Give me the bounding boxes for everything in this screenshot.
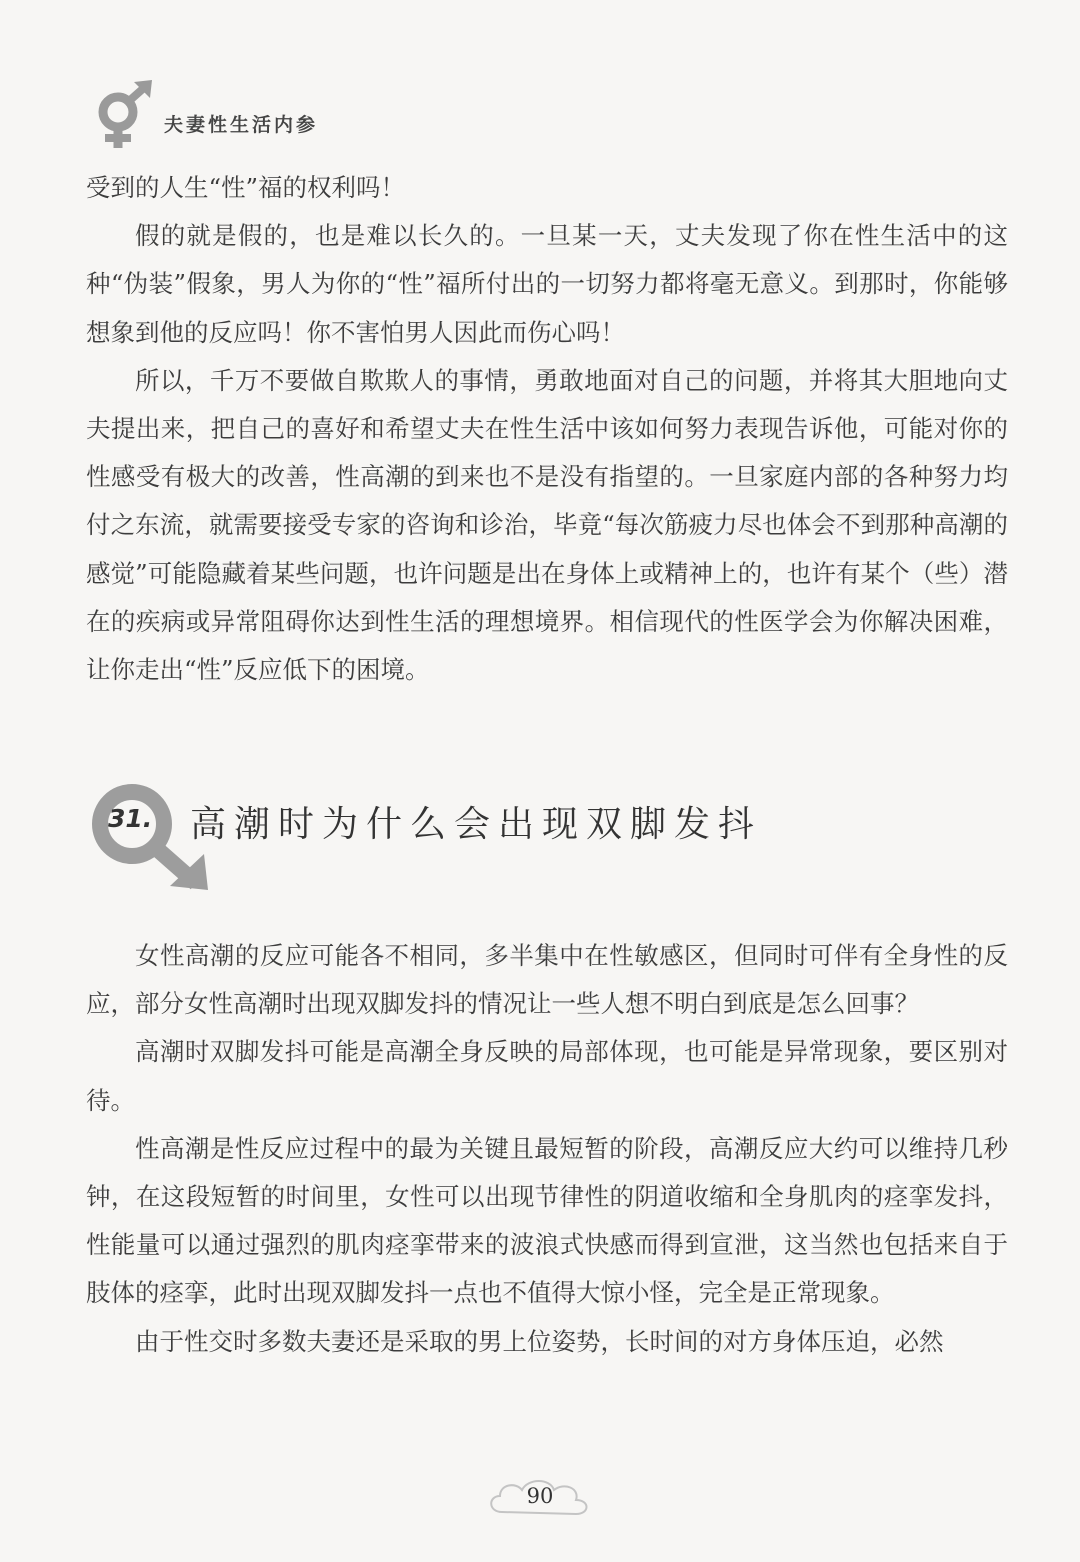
- page-footer: [480, 1474, 600, 1524]
- paragraph: 所以，千万不要做自欺欺人的事情，勇敢地面对自己的问题，并将其大胆地向丈夫提出来，把自己的喜好和希望丈夫在性生活中该如何努力表现告诉他，可能对你的性感受有极大的改善，性高潮的到来也不是没有指望的。一旦家庭内部的各种努力均付之东流，就需要接受专家的咨询和诊治，毕竟“每次筋疲力尽也体会不到那种高潮的感觉”可能隐藏着某些问题，也许问题是出在身体上或精神上的，也许有某个（些）潜在的疾病或异常阻碍你达到性生活的理想境界。相信现代的性医学会为你解决困难，让你走出“性”反应低下的困境。: [86, 365, 1008, 685]
- running-header: [88, 78, 488, 158]
- header-title: 夫妻性生活内参: [164, 114, 319, 136]
- body-text-bottom: [86, 932, 1008, 1366]
- paragraph: 受到的人生“性”福的权利吗！: [86, 173, 406, 202]
- section-title: 高潮时为什么会出现双脚发抖: [190, 804, 763, 845]
- paragraph: 性高潮是性反应过程中的最为关键且最短暂的阶段，高潮反应大约可以维持几秒钟，在这段短暂的时间里，女性可以出现节律性的阴道收缩和全身肌肉的痉挛发抖，性能量可以通过强烈的肌肉痉挛带来的波浪式快感而得到宣泄，这当然也包括来自于肢体的痉挛，此时出现双脚发抖一点也不值得大惊小怪，完全是正常现象。: [86, 1133, 1008, 1308]
- paragraph: 由于性交时多数夫妻还是采取的男上位姿势，长时间的对方身体压迫，必然: [135, 1326, 944, 1356]
- gender-symbol-icon: [88, 78, 168, 158]
- paragraph: 假的就是假的，也是难以长久的。一旦某一天，丈夫发现了你在性生活中的这种“伪装”假象，男人为你的“性”福所付出的一切努力都将毫无意义。到那时，你能够想象到他的反应吗！你不害怕男人因此而伤心吗！: [86, 221, 1008, 347]
- paragraph: 女性高潮的反应可能各不相同，多半集中在性敏感区，但同时可伴有全身性的反应，部分女性高潮时出现双脚发抖的情况让一些人想不明白到底是怎么回事？: [86, 941, 1008, 1019]
- paragraph: 高潮时双脚发抖可能是高潮全身反映的局部体现，也可能是异常现象，要区别对待。: [86, 1037, 1008, 1115]
- body-text-top: [86, 164, 1008, 694]
- section-number: 31.: [108, 804, 153, 833]
- page-number: 90: [526, 1484, 554, 1508]
- section-heading: [86, 768, 846, 898]
